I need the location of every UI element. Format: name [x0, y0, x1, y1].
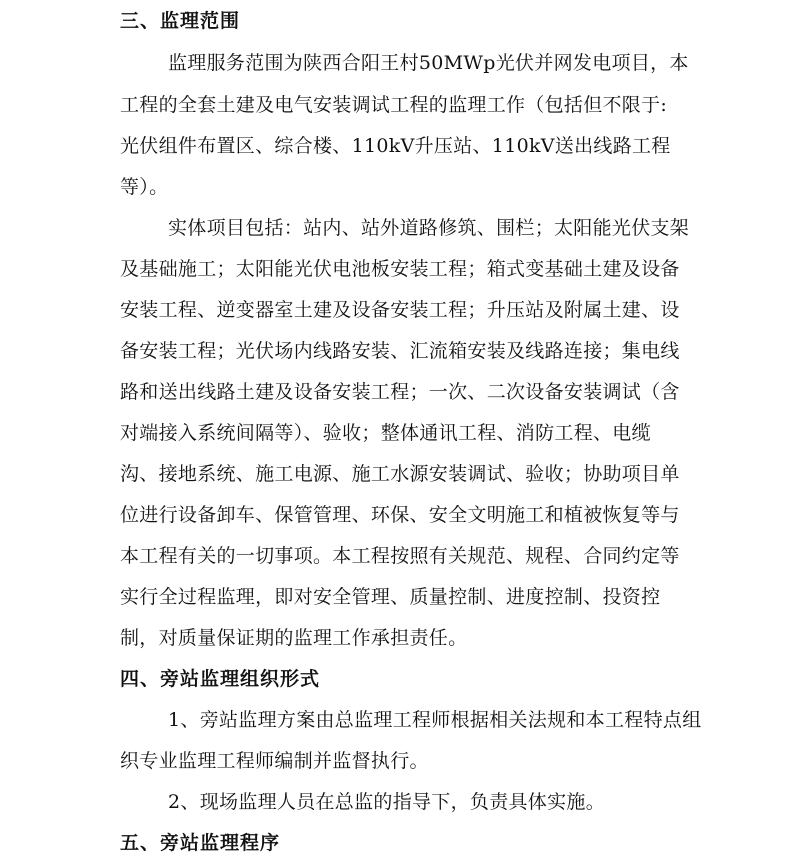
paragraph-line: 路和送出线路土建及设备安装工程；一次、二次设备安装调试（含 [120, 381, 680, 403]
paragraph-line: 对端接入系统间隔等）、验收；整体通讯工程、消防工程、电缆 [120, 422, 651, 444]
paragraph-line: 织专业监理工程师编制并监督执行。 [120, 750, 429, 772]
section-heading-scope: 三、监理范围 [120, 10, 241, 32]
paragraph-line: 实行全过程监理，即对安全管理、质量控制、进度控制、投资控 [120, 586, 661, 608]
paragraph-line: 安装工程、逆变器室土建及设备安装工程；升压站及附属土建、设 [120, 299, 680, 321]
paragraph-line: 光伏组件布置区、综合楼、110kV升压站、110kV送出线路工程 [120, 135, 671, 157]
section-heading-organization: 四、旁站监理组织形式 [120, 668, 321, 690]
paragraph-line: 实体项目包括：站内、站外道路修筑、围栏；太阳能光伏支架 [168, 217, 690, 239]
paragraph-line: 本工程有关的一切事项。本工程按照有关规范、规程、合同约定等 [120, 545, 680, 567]
paragraph-line: 工程的全套土建及电气安装调试工程的监理工作（包括但不限于: [120, 94, 668, 116]
paragraph-line: 及基础施工；太阳能光伏电池板安装工程；箱式变基础土建及设备 [120, 258, 680, 280]
paragraph-line: 监理服务范围为陕西合阳王村50MWp光伏并网发电项目，本 [168, 52, 689, 74]
section-heading-procedure: 五、旁站监理程序 [120, 832, 281, 854]
paragraph-line: 位进行设备卸车、保管管理、环保、安全文明施工和植被恢复等与 [120, 504, 680, 526]
paragraph-line: 沟、接地系统、施工电源、施工水源安装调试、验收；协助项目单 [120, 463, 680, 485]
paragraph-line: 1、旁站监理方案由总监理工程师根据相关法规和本工程特点组 [168, 709, 702, 731]
paragraph-line: 制，对质量保证期的监理工作承担责任。 [120, 627, 468, 649]
paragraph-line: 2、现场监理人员在总监的指导下，负责具体实施。 [168, 791, 605, 813]
paragraph-line: 备安装工程；光伏场内线路安装、汇流箱安装及线路连接；集电线 [120, 340, 680, 362]
paragraph-line: 等）。 [120, 176, 169, 198]
